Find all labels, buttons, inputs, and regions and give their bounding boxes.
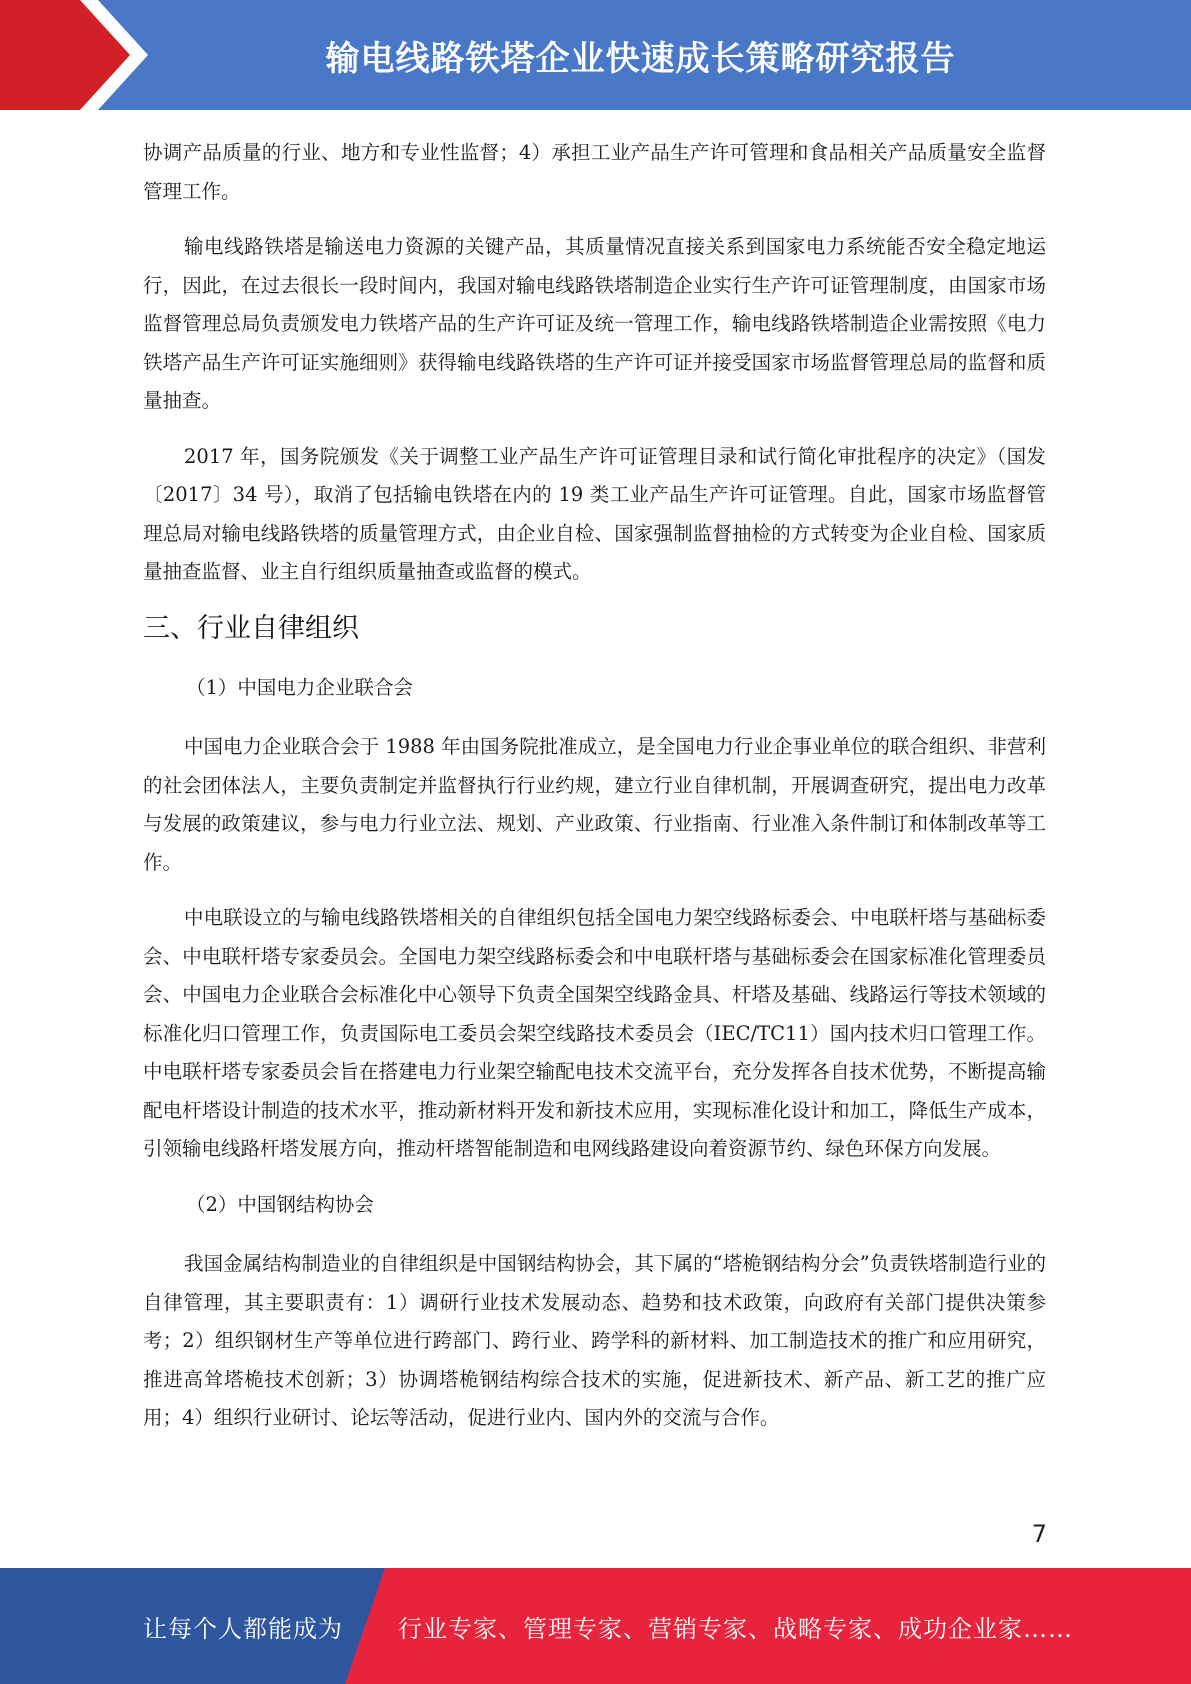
footer-slogan-left: 让每个人都能成为 [143, 1614, 343, 1643]
page-number: 7 [1031, 1520, 1047, 1548]
sub-heading: （1）中国电力企业联合会 [186, 675, 413, 699]
sub-heading: （2）中国钢结构协会 [186, 1192, 374, 1216]
footer-banner [0, 1568, 1191, 1684]
paragraph: 我国金属结构制造业的自律组织是中国钢结构协会，其下属的“塔桅钢结构分会”负责铁塔制造行业的自律管理，其主要职责有：1）调研行业技术发展动态、趋势和技术政策，向政府有关部门提供决策参考；2）组织钢材生产等单位进行跨部门、跨行业、跨学科的新材料、加工制造技术的推广和应用研究，推进高耸塔桅技术创新；3）协调塔桅钢结构综合技术的实施，促进新技术、新产品、新工艺的推广应用；4）组织行业研讨、论坛等活动，促进行业内、国内外的交流与合作。 [143, 1252, 1046, 1429]
paragraph: 2017 年，国务院颁发《关于调整工业产品生产许可证管理目录和试行简化审批程序的决定》（国发〔2017〕34 号），取消了包括输电铁塔在内的 19 类工业产品生产许可证管理。自此，国家市场监督管理总局对输电线路铁塔的质量管理方式，由企业自检、国家强制监督抽检的方式转变为企业自检、国家质量抽查监督、业主自行组织质量抽查或监督的模式。 [143, 444, 1046, 583]
section-heading: 三、行业自律组织 [143, 612, 359, 644]
document-title: 输电线路铁塔企业快速成长策略研究报告 [325, 38, 956, 79]
paragraph: 中国电力企业联合会于 1988 年由国务院批准成立，是全国电力行业企事业单位的联合组织、非营利的社会团体法人，主要负责制定并监督执行行业约规，建立行业自律机制，开展调查研究，提出电力改革与发展的政策建议，参与电力行业立法、规划、产业政策、行业指南、行业准入条件制订和体制改革等工作。 [143, 735, 1046, 874]
paragraph: 协调产品质量的行业、地方和专业性监督；4）承担工业产品生产许可管理和食品相关产品质量安全监督管理工作。 [143, 141, 1046, 203]
main-content [143, 134, 1046, 1455]
footer-slogan-right: 行业专家、管理专家、营销专家、战略专家、成功企业家…… [398, 1614, 1073, 1643]
header-banner [0, 0, 1191, 110]
paragraph: 中电联设立的与输电线路铁塔相关的自律组织包括全国电力架空线路标委会、中电联杆塔与基础标委会、中电联杆塔专家委员会。全国电力架空线路标委会和中电联杆塔与基础标委会在国家标准化管理委员会、中国电力企业联合会标准化中心领导下负责全国架空线路金具、杆塔及基础、线路运行等技术领域的标准化归口管理工作，负责国际电工委员会架空线路技术委员会（IEC/TC11）国内技术归口管理工作。中电联杆塔专家委员会旨在搭建电力行业架空输配电技术交流平台，充分发挥各自技术优势，不断提高输配电杆塔设计制造的技术水平，推动新材料开发和新技术应用，实现标准化设计和加工，降低生产成本，引领输电线路杆塔发展方向，推动杆塔智能制造和电网线路建设向着资源节约、绿色环保方向发展。 [143, 906, 1046, 1160]
paragraph: 输电线路铁塔是输送电力资源的关键产品，其质量情况直接关系到国家电力系统能否安全稳定地运行，因此，在过去很长一段时间内，我国对输电线路铁塔制造企业实行生产许可证管理制度，由国家市场监督管理总局负责颁发电力铁塔产品的生产许可证及统一管理工作，输电线路铁塔制造企业需按照《电力铁塔产品生产许可证实施细则》获得输电线路铁塔的生产许可证并接受国家市场监督管理总局的监督和质量抽查。 [143, 235, 1046, 412]
